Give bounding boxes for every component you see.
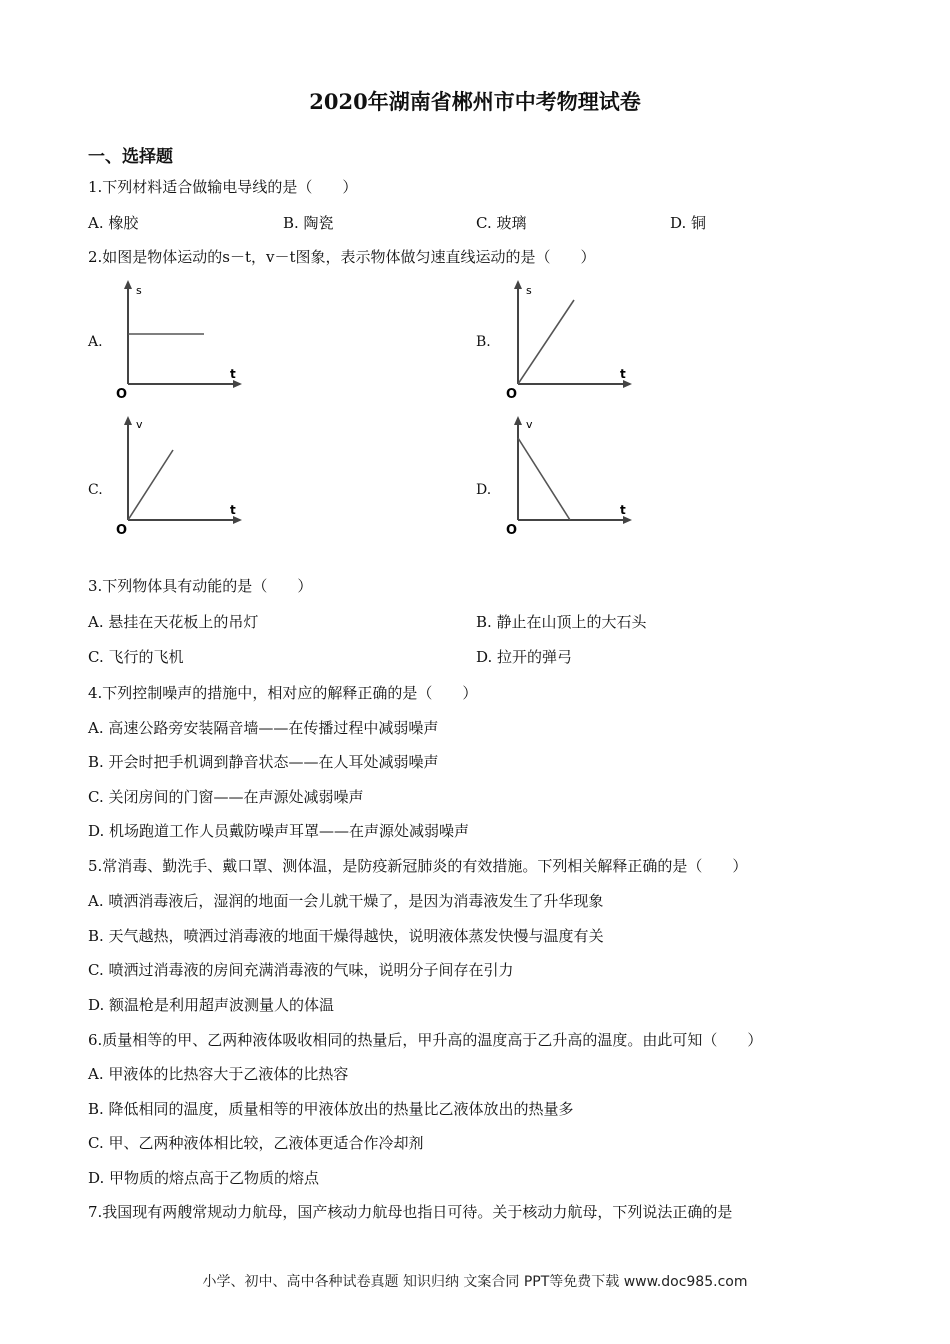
q6-option-b: B. 降低相同的温度，质量相等的甲液体放出的热量比乙液体放出的热量多 [88, 1100, 574, 1118]
q5-option-a: A. 喷洒消毒液后，湿润的地面一会儿就干燥了，是因为消毒液发生了升华现象 [88, 892, 604, 910]
graph-a [108, 278, 248, 402]
graph-b [498, 278, 638, 402]
question-4: 4.下列控制噪声的措施中，相对应的解释正确的是（ ） [88, 684, 478, 702]
q1-option-c: C. 玻璃 [476, 214, 527, 232]
q6-option-c: C. 甲、乙两种液体相比较，乙液体更适合作冷却剂 [88, 1134, 424, 1152]
graph-b-xlabel: t [620, 367, 626, 381]
page-title: 2020年湖南省郴州市中考物理试卷 [309, 89, 641, 114]
q5-option-c: C. 喷洒过消毒液的房间充满消毒液的气味，说明分子间存在引力 [88, 961, 514, 979]
q3-option-a: A. 悬挂在天花板上的吊灯 [88, 613, 259, 631]
graph-a-xlabel: t [230, 367, 236, 381]
page-footer: 小学、初中、高中各种试卷真题 知识归纳 文案合同 PPT等免费下载 www.doc985.com [202, 1274, 748, 1290]
q4-option-d: D. 机场跑道工作人员戴防噪声耳罩——在声源处减弱噪声 [88, 822, 470, 840]
graph-b-origin: O [506, 387, 518, 402]
question-2: 2.如图是物体运动的s－t，v－t图象，表示物体做匀速直线运动的是（ ） [88, 248, 596, 266]
q5-option-d: D. 额温枪是利用超声波测量人的体温 [88, 996, 335, 1014]
q3-option-d: D. 拉开的弹弓 [476, 648, 573, 666]
question-6: 6.质量相等的甲、乙两种液体吸收相同的热量后，甲升高的温度高于乙升高的温度。由此可知（ ） [88, 1031, 763, 1049]
q3-option-b: B. 静止在山顶上的大石头 [476, 613, 647, 631]
graph-d-label: D. [476, 482, 492, 498]
q4-option-b: B. 开会时把手机调到静音状态——在人耳处减弱噪声 [88, 753, 439, 771]
graph-b-ylabel: s [526, 284, 532, 297]
graph-c-xlabel: t [230, 503, 236, 517]
graph-d-xlabel: t [620, 503, 626, 517]
graph-d-line [518, 438, 570, 520]
graph-b-label: B. [476, 334, 491, 350]
question-5: 5.常消毒、勤洗手、戴口罩、测体温，是防疫新冠肺炎的有效措施。下列相关解释正确的是（ ） [88, 857, 748, 875]
graph-c [108, 414, 248, 538]
q4-option-c: C. 关闭房间的门窗——在声源处减弱噪声 [88, 788, 364, 806]
q1-option-b: B. 陶瓷 [283, 214, 334, 232]
section-heading: 一、选择题 [88, 147, 173, 167]
graph-a-label: A. [88, 334, 103, 350]
graph-a-origin: O [116, 387, 128, 402]
graph-c-label: C. [88, 482, 103, 498]
graph-a-ylabel: s [136, 284, 142, 297]
graph-d [498, 414, 638, 538]
graph-d-origin: O [506, 523, 518, 538]
graph-c-line [128, 450, 173, 520]
q1-option-a: A. 橡胶 [88, 214, 139, 232]
graph-b-line [518, 300, 574, 384]
graph-c-ylabel: v [136, 418, 143, 431]
q4-option-a: A. 高速公路旁安装隔音墙——在传播过程中减弱噪声 [88, 719, 439, 737]
q3-option-c: C. 飞行的飞机 [88, 648, 184, 666]
q6-option-d: D. 甲物质的熔点高于乙物质的熔点 [88, 1169, 320, 1187]
q6-option-a: A. 甲液体的比热容大于乙液体的比热容 [88, 1065, 349, 1083]
graph-c-origin: O [116, 523, 128, 538]
graph-d-ylabel: v [526, 418, 533, 431]
q1-option-d: D. 铜 [670, 214, 707, 232]
question-3: 3.下列物体具有动能的是（ ） [88, 577, 313, 595]
question-7: 7.我国现有两艘常规动力航母，国产核动力航母也指日可待。关于核动力航母，下列说法正确的是 [88, 1203, 733, 1221]
q5-option-b: B. 天气越热，喷洒过消毒液的地面干燥得越快，说明液体蒸发快慢与温度有关 [88, 927, 604, 945]
question-1: 1.下列材料适合做输电导线的是（ ） [88, 178, 358, 196]
